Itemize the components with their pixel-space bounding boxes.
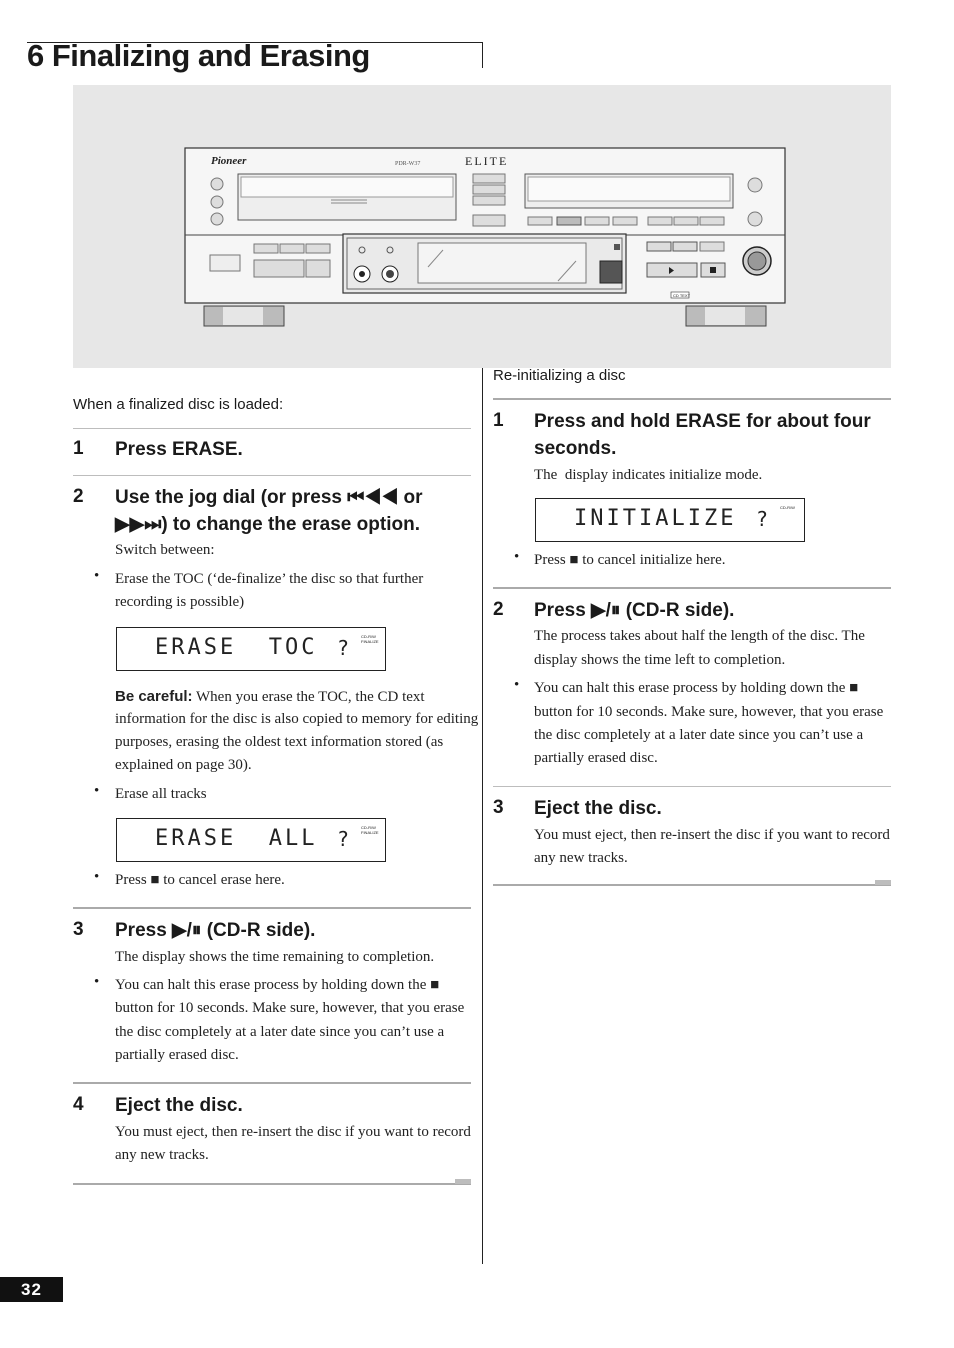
step-number: 3 bbox=[73, 919, 84, 940]
step-title: ▶▶⏭) to change the erase option. bbox=[115, 514, 420, 535]
body-text: The display shows the time remaining to completion. bbox=[115, 949, 435, 965]
step-title: seconds. bbox=[534, 438, 617, 459]
body-text: partially erased disc. bbox=[115, 1047, 239, 1063]
caution-label: Be careful: bbox=[115, 688, 193, 705]
body-text: Press ■ to cancel initialize here. bbox=[534, 552, 726, 568]
page-number: 32 bbox=[0, 1277, 63, 1302]
bullet: • bbox=[514, 549, 520, 565]
step-number: 2 bbox=[73, 486, 84, 507]
step-title: Press ▶/⏸ (CD-R side). bbox=[534, 600, 735, 621]
bullet: • bbox=[94, 783, 100, 799]
bullet: • bbox=[94, 974, 100, 990]
body-text: the disc completely at a later date since you can’t use a bbox=[115, 1024, 445, 1040]
page-title: 6 Finalizing and Erasing bbox=[27, 38, 370, 73]
section-end-mark bbox=[455, 1179, 471, 1184]
body-text: The display indicates initialize mode. bbox=[534, 467, 763, 483]
divider bbox=[493, 587, 891, 589]
cdtext-label: CD TEXT bbox=[673, 293, 691, 298]
lcd-question-mark: ? bbox=[337, 827, 350, 851]
section-end-rule bbox=[73, 1183, 471, 1185]
bullet: • bbox=[94, 568, 100, 584]
body-text: Erase the TOC (‘de-finalize’ the disc so that further bbox=[115, 571, 424, 587]
body-text: button for 10 seconds. Make sure, however, that you erase bbox=[534, 704, 884, 720]
step-number: 1 bbox=[73, 438, 84, 459]
body-text: button for 10 seconds. Make sure, however, that you erase bbox=[115, 1000, 465, 1016]
step-title: Eject the disc. bbox=[534, 798, 662, 819]
step-title: Press and hold ERASE for about four bbox=[534, 411, 871, 432]
body-text: display shows the time left to completion. bbox=[534, 652, 786, 668]
step-number: 1 bbox=[493, 410, 504, 431]
body-text: any new tracks. bbox=[534, 850, 628, 866]
body-text: the disc completely at a later date since you can’t use a bbox=[534, 727, 864, 743]
lcd-text: ERASE TOC bbox=[155, 635, 318, 660]
step-number: 2 bbox=[493, 599, 504, 620]
section-end-mark bbox=[875, 880, 891, 885]
divider bbox=[73, 1082, 471, 1084]
bullet: • bbox=[94, 869, 100, 885]
divider bbox=[493, 786, 891, 787]
elite-label: ELITE bbox=[465, 154, 509, 168]
lcd-tag: CD-R/W bbox=[780, 505, 795, 510]
bullet: • bbox=[514, 677, 520, 693]
body-text: Switch between: bbox=[115, 542, 215, 558]
caution-text: explained on page 30). bbox=[115, 757, 252, 773]
lcd-display-initialize bbox=[535, 498, 805, 542]
body-text: any new tracks. bbox=[115, 1147, 209, 1163]
body-text: You can halt this erase process by holding down the ■ bbox=[534, 680, 859, 696]
lcd-text: ERASE ALL bbox=[155, 826, 318, 851]
body-text: recording is possible) bbox=[115, 594, 245, 610]
caution-text: purposes, erasing the oldest text information stored (as bbox=[115, 734, 444, 750]
cd-recorder-drawing bbox=[73, 85, 891, 368]
body-text: Erase all tracks bbox=[115, 786, 207, 802]
divider bbox=[493, 398, 891, 400]
lcd-display-erase-all bbox=[116, 818, 386, 862]
divider bbox=[73, 907, 471, 909]
lcd-question-mark: ? bbox=[337, 636, 350, 660]
device-illustration bbox=[73, 85, 891, 368]
step-title: Eject the disc. bbox=[115, 1095, 243, 1116]
caution-text: information for the disc is also copied to memory for editing bbox=[115, 711, 479, 727]
column-divider bbox=[482, 368, 483, 1264]
divider bbox=[73, 428, 471, 429]
lcd-question-mark: ? bbox=[756, 507, 769, 531]
body-text: The process takes about half the length of the disc. The bbox=[534, 628, 865, 644]
body-text: You must eject, then re-insert the disc if you want to record bbox=[115, 1124, 471, 1140]
brand-logo: Pioneer bbox=[211, 155, 247, 167]
body-text: Press ■ to cancel erase here. bbox=[115, 872, 285, 888]
left-intro: When a finalized disc is loaded: bbox=[73, 396, 284, 413]
model-label: PDR-W37 bbox=[395, 161, 421, 167]
lcd-display-erase-toc bbox=[116, 627, 386, 671]
lcd-tag: CD-R/W FINALIZE bbox=[361, 634, 379, 644]
caution-text: Be careful: When you erase the TOC, the CD text bbox=[115, 688, 425, 705]
section-end-rule bbox=[493, 884, 891, 886]
title-rule-tick bbox=[482, 42, 483, 68]
body-text: You must eject, then re-insert the disc if you want to record bbox=[534, 827, 890, 843]
step-title: Press ▶/⏸ (CD-R side). bbox=[115, 920, 316, 941]
divider bbox=[73, 475, 471, 476]
lcd-tag: CD-R/W FINALIZE bbox=[361, 825, 379, 835]
step-title: Press ERASE. bbox=[115, 439, 243, 460]
lcd-text: INITIALIZE bbox=[574, 506, 737, 531]
right-intro: Re-initializing a disc bbox=[493, 367, 626, 384]
step-number: 3 bbox=[493, 797, 504, 818]
body-text: You can halt this erase process by holding down the ■ bbox=[115, 977, 440, 993]
step-number: 4 bbox=[73, 1094, 84, 1115]
body-text: partially erased disc. bbox=[534, 750, 658, 766]
step-title: Use the jog dial (or press ⏮◀◀ or bbox=[115, 487, 423, 508]
